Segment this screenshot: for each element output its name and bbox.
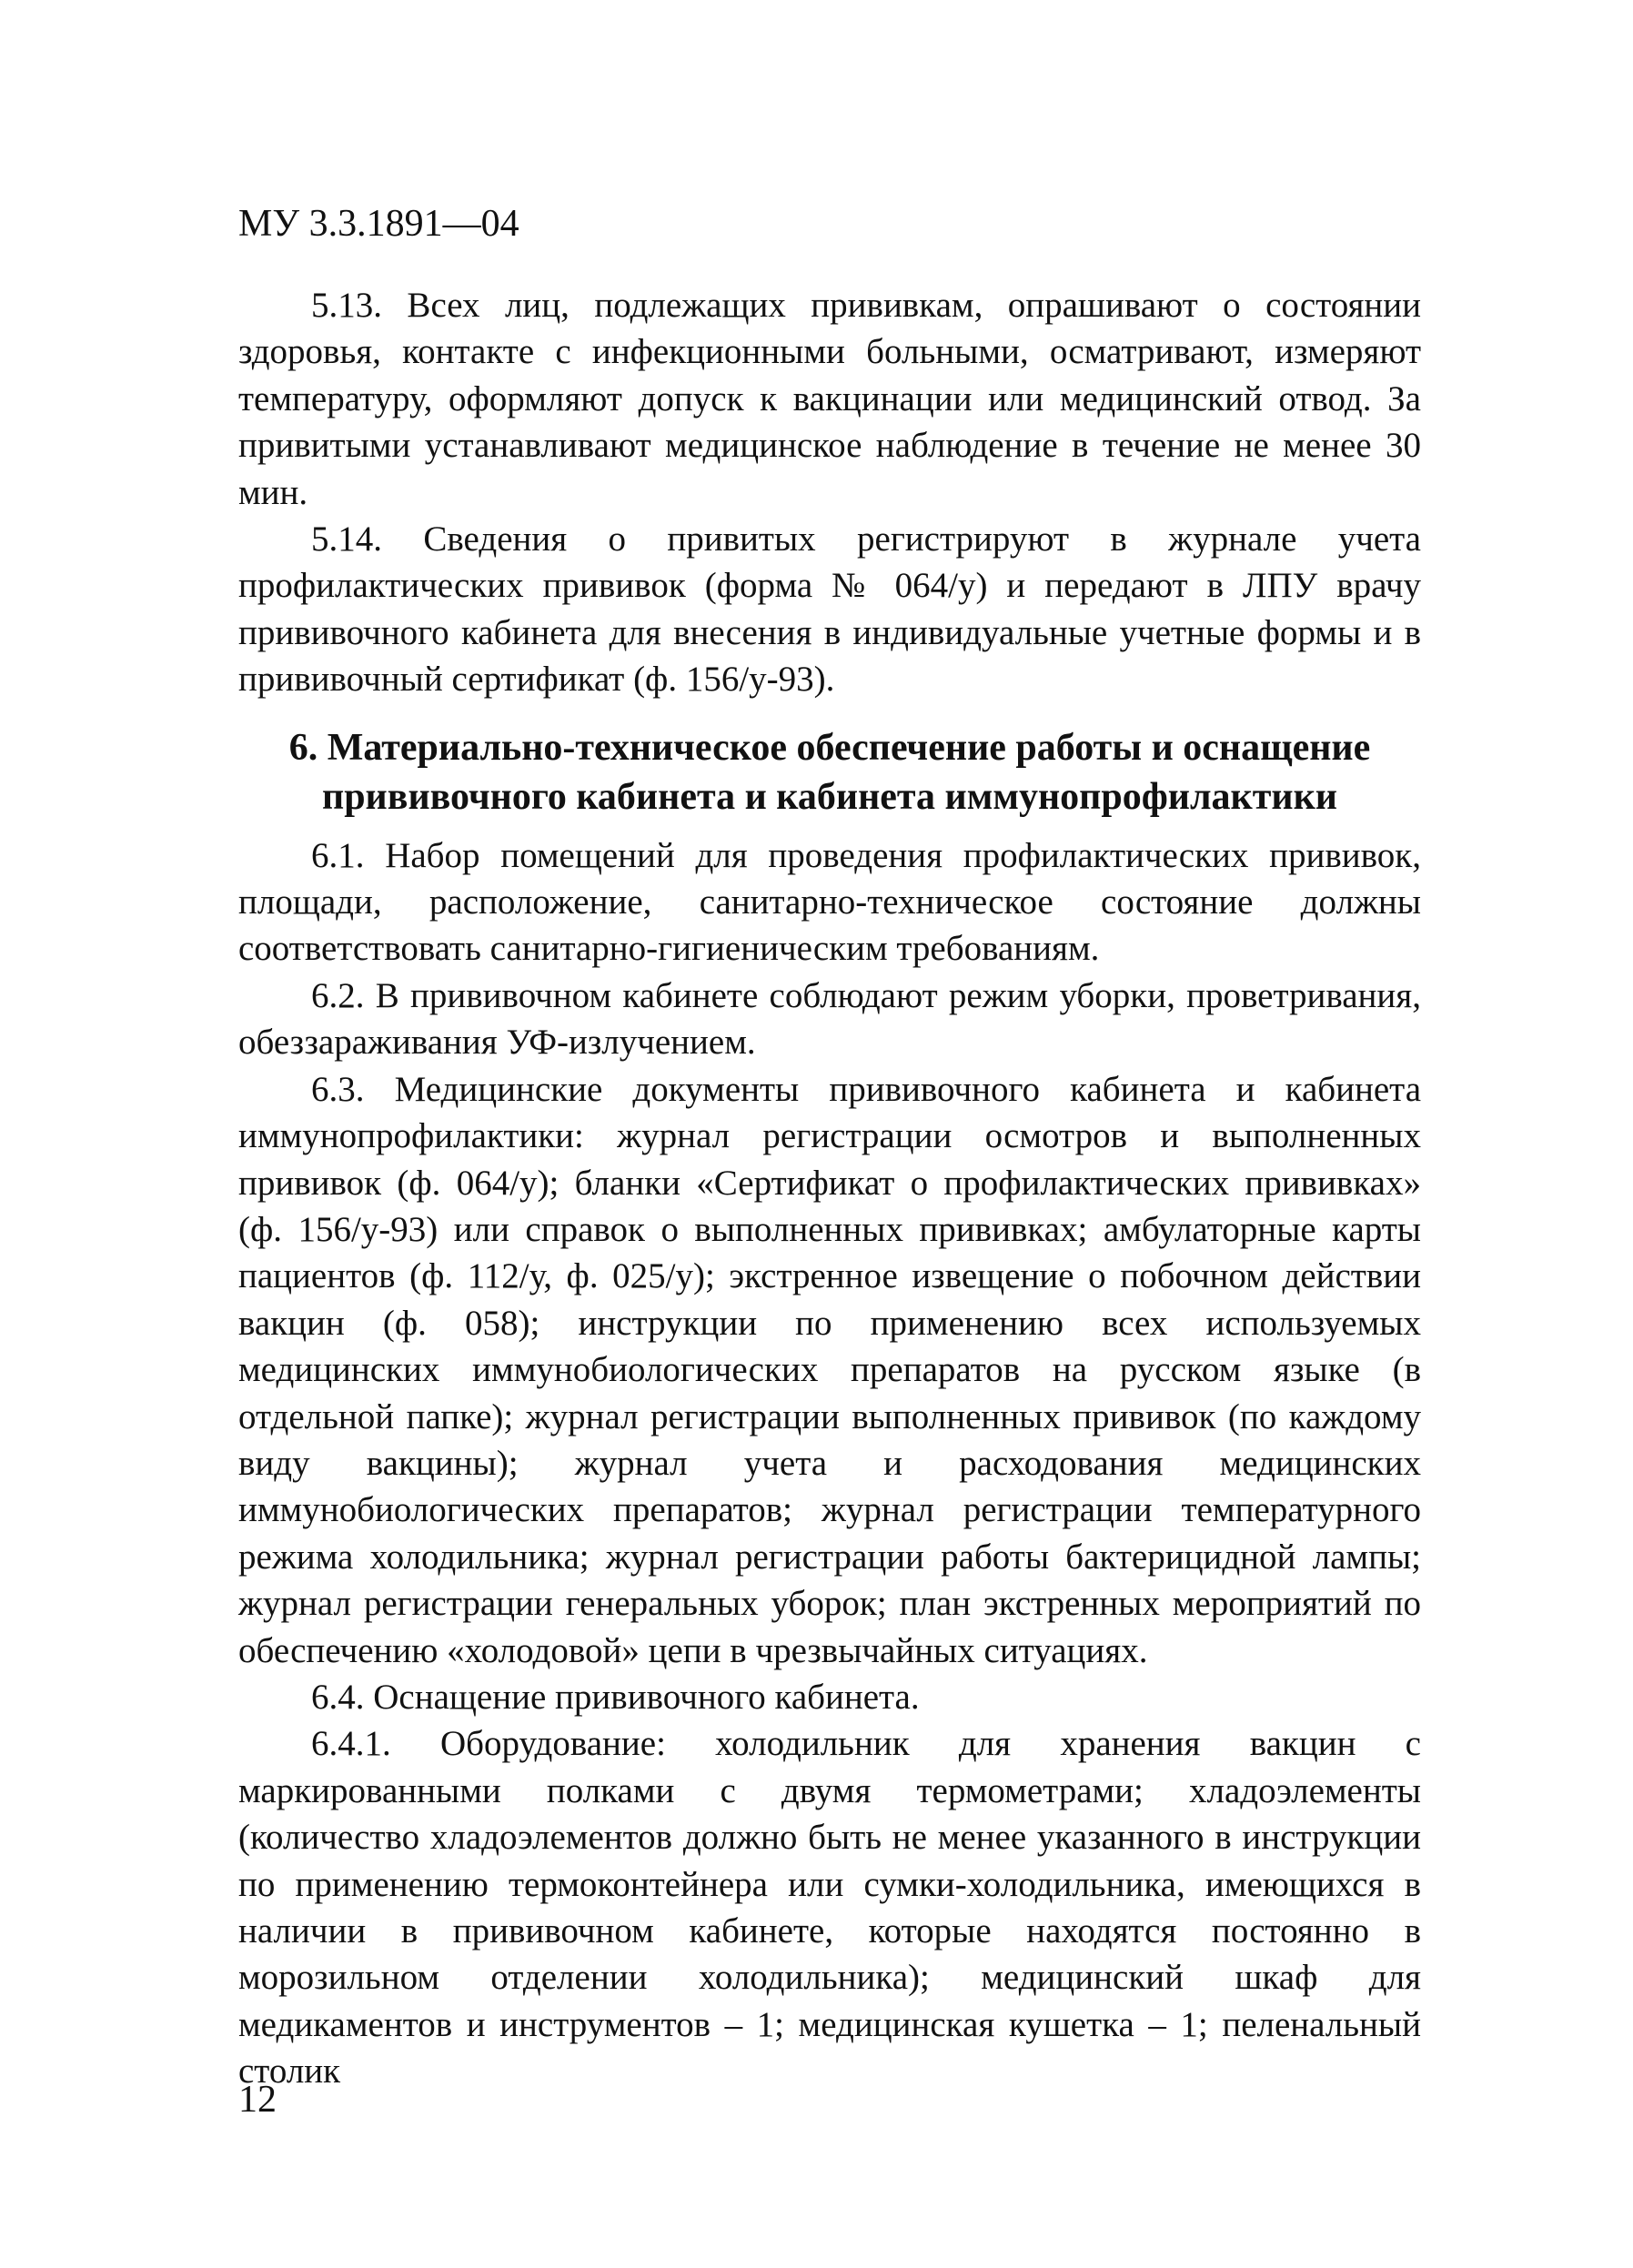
paragraph-6-3: 6.3. Медицинские документы прививочного кабинета и кабинета иммунопрофилактики: журнал регистрации осмотров и выполненных прививок (ф. 064/у); бланки «Сертификат о профилактических прививках» (ф. 156/у-93) или справок о выполненных прививках; амбулаторные карты пациентов (ф. 112/у, ф. 025/у); экстренное извещение о побочном действии вакцин (ф. 058); инструкции по применению всех используемых медицинских иммунобиологических препаратов на русском языке (в отдельной папке); журнал регистрации выполненных прививок (по каждому виду вакцины); журнал учета и расходования медицинских иммунобиологических препаратов; журнал регистрации температурного режима холодильника; журнал регистрации работы бактерицидной лампы; журнал регистрации генеральных уборок; план экстренных мероприятий по обеспечению «холодовой» цепи в чрезвычайных ситуациях. — [238, 1069, 1421, 1670]
paragraph-5-14: 5.14. Сведения о привитых регистрируют в журнале учета профилактических прививок (форма № 064/у) и передают в ЛПУ врачу прививочного кабинета для внесения в индивидуальные учетные формы и в прививочный сертификат (ф. 156/у-93). — [238, 519, 1421, 700]
paragraph-6-2: 6.2. В прививочном кабинете соблюдают режим уборки, проветривания, обеззараживания УФ-излучением. — [238, 975, 1421, 1063]
paragraph-6-4-1: 6.4.1. Оборудование: холодильник для хранения вакцин с маркированными полками с двумя термометрами; хладоэлементы (количество хладоэлементов должно быть не менее указанного в инструкции по применению термоконтейнера или сумки-холодильника, имеющихся в наличии в прививочном кабинете, которые находятся постоянно в морозильном отделении холодильника); медицинский шкаф для медикаментов и инструментов – 1; медицинская кушетка – 1; пеленальный столик — [238, 1724, 1421, 2092]
page-number: 12 — [238, 2079, 277, 2121]
paragraph-6-1: 6.1. Набор помещений для проведения профилактических прививок, площади, расположение, санитарно-техническое состояние должны соответствовать санитарно-гигиеническим требованиям. — [238, 835, 1421, 969]
paragraph-5-13: 5.13. Всех лиц, подлежащих прививкам, опрашивают о состоянии здоровья, контакте с инфекционными больными, осматривают, измеряют температуру, оформляют допуск к вакцинации или медицинский отвод. За привитыми устанавливают медицинское наблюдение в течение не менее 30 мин. — [238, 286, 1421, 512]
document-body — [238, 282, 1421, 2095]
section-6-title: 6. Материально-техническое обеспечение работы и оснащение прививочного кабинета и кабинета иммунопрофилактики — [288, 726, 1371, 818]
document-code: МУ 3.3.1891—04 — [238, 203, 519, 245]
paragraph-6-4: 6.4. Оснащение прививочного кабинета. — [311, 1677, 920, 1717]
